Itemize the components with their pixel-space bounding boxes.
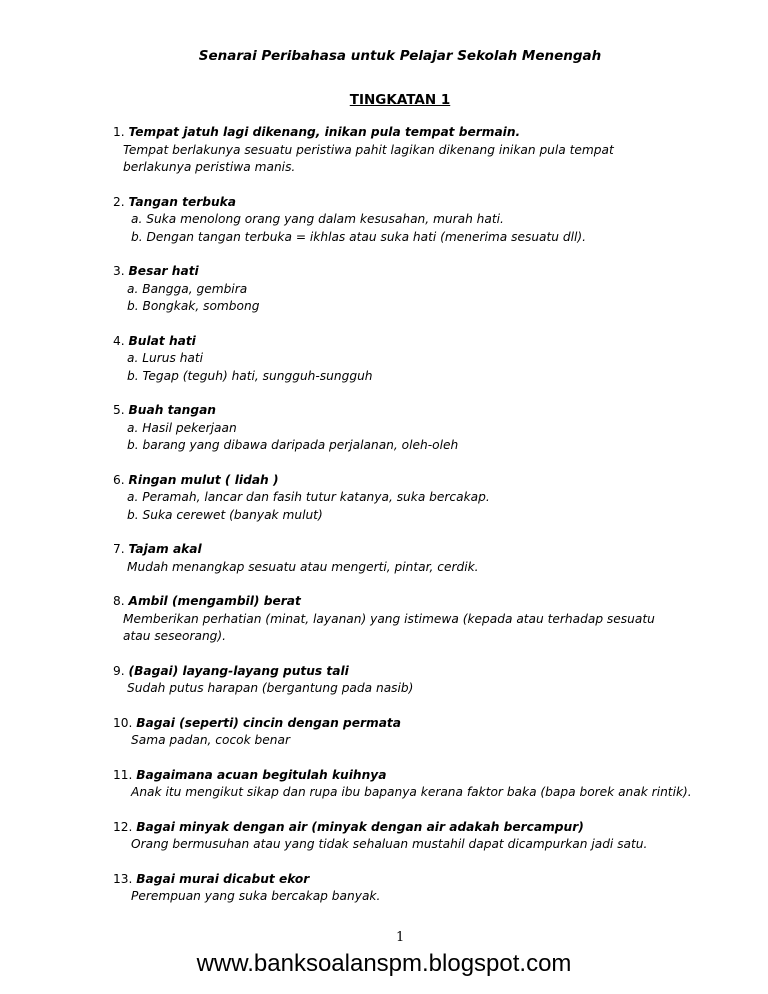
proverb-list [113,124,692,923]
proverb-meaning: b. Bongkak, sombong [127,299,260,313]
proverb-term: Besar hati [128,264,199,278]
proverb-entry [113,541,673,576]
entry-number: 1. [113,125,125,139]
proverb-meaning: b. Suka cerewet (banyak mulut) [127,507,323,522]
proverb-term: Tajam akal [128,542,202,556]
proverb-entry [113,472,673,525]
proverb-entry [113,819,673,854]
entry-number: 7. [113,542,125,556]
proverb-meaning: Orang bermusuhan atau yang tidak sehaluan mustahil dapat dicampurkan jadi satu. [131,837,648,851]
proverb-meaning: a. Suka menolong orang yang dalam kesusahan, murah hati. [131,212,504,226]
proverb-term: Buah tangan [128,403,216,417]
proverb-meaning: Tempat berlakunya sesuatu peristiwa pahit lagikan dikenang inikan pula tempat berlakunya peristiwa manis. [123,142,614,174]
proverb-entry [113,767,692,802]
entry-number: 11. [113,767,133,782]
footer-url[interactable]: www.banksoalanspm.blogspot.com [196,950,572,977]
proverb-entry [113,715,673,750]
proverb-term: Bagai minyak dengan air (minyak dengan air adakah bercampur) [136,819,584,834]
entry-number: 12. [113,819,133,834]
proverb-term: Ringan mulut ( lidah ) [128,472,279,487]
entry-number: 6. [113,472,125,487]
entry-number: 9. [113,663,125,678]
proverb-meaning: Anak itu mengikut sikap dan rupa ibu bapanya kerana faktor baka (bapa borek anak rintik). [131,785,692,799]
proverb-entry [113,593,673,646]
proverb-meaning: Memberikan perhatian (minat, layanan) yang istimewa (kepada atau terhadap sesuatu atau seseorang). [123,611,655,643]
entry-number: 3. [113,264,125,278]
proverb-meaning: Mudah menangkap sesuatu atau mengerti, pintar, cerdik. [127,559,479,574]
proverb-entry [113,194,673,247]
proverb-entry [113,124,673,177]
proverb-entry [113,663,673,698]
entry-number: 4. [113,333,125,348]
entry-number: 10. [113,715,133,730]
proverb-entry [113,263,673,316]
proverb-entry [113,402,673,455]
entry-number: 2. [113,194,125,209]
proverb-meaning: b. barang yang dibawa daripada perjalanan, oleh-oleh [127,438,459,452]
proverb-term: Ambil (mengambil) berat [128,594,301,608]
proverb-term: Bagai (seperti) cincin dengan permata [136,715,401,730]
proverb-meaning: a. Lurus hati [127,351,204,365]
proverb-term: Bagai murai dicabut ekor [136,871,310,886]
proverb-meaning: b. Dengan tangan terbuka = ikhlas atau suka hati (menerima sesuatu dll). [131,229,587,244]
proverb-meaning: Sudah putus harapan (bergantung pada nasib) [127,681,414,695]
proverb-term: (Bagai) layang-layang putus tali [128,663,349,678]
proverb-term: Tangan terbuka [128,194,236,209]
proverb-term: Bulat hati [128,333,196,348]
proverb-meaning: a. Peramah, lancar dan fasih tutur katanya, suka bercakap. [127,490,490,504]
page-title: Senarai Peribahasa untuk Pelajar Sekolah Menengah [198,48,602,64]
proverb-entry [113,333,673,386]
proverb-term: Bagaimana acuan begitulah kuihnya [136,767,387,782]
entry-number: 13. [113,871,133,886]
proverb-meaning: a. Bangga, gembira [127,281,248,296]
entry-number: 5. [113,403,125,417]
proverb-term: Tempat jatuh lagi dikenang, inikan pula tempat bermain. [128,125,521,139]
entry-number: 8. [113,594,125,608]
level-heading: TINGKATAN 1 [349,92,451,108]
proverb-meaning: Sama padan, cocok benar [131,733,290,747]
proverb-meaning: a. Hasil pekerjaan [127,420,237,435]
page-number: 1 [396,930,405,945]
proverb-entry [113,871,673,906]
proverb-meaning: Perempuan yang suka bercakap banyak. [131,889,381,903]
proverb-meaning: b. Tegap (teguh) hati, sungguh-sungguh [127,368,373,383]
